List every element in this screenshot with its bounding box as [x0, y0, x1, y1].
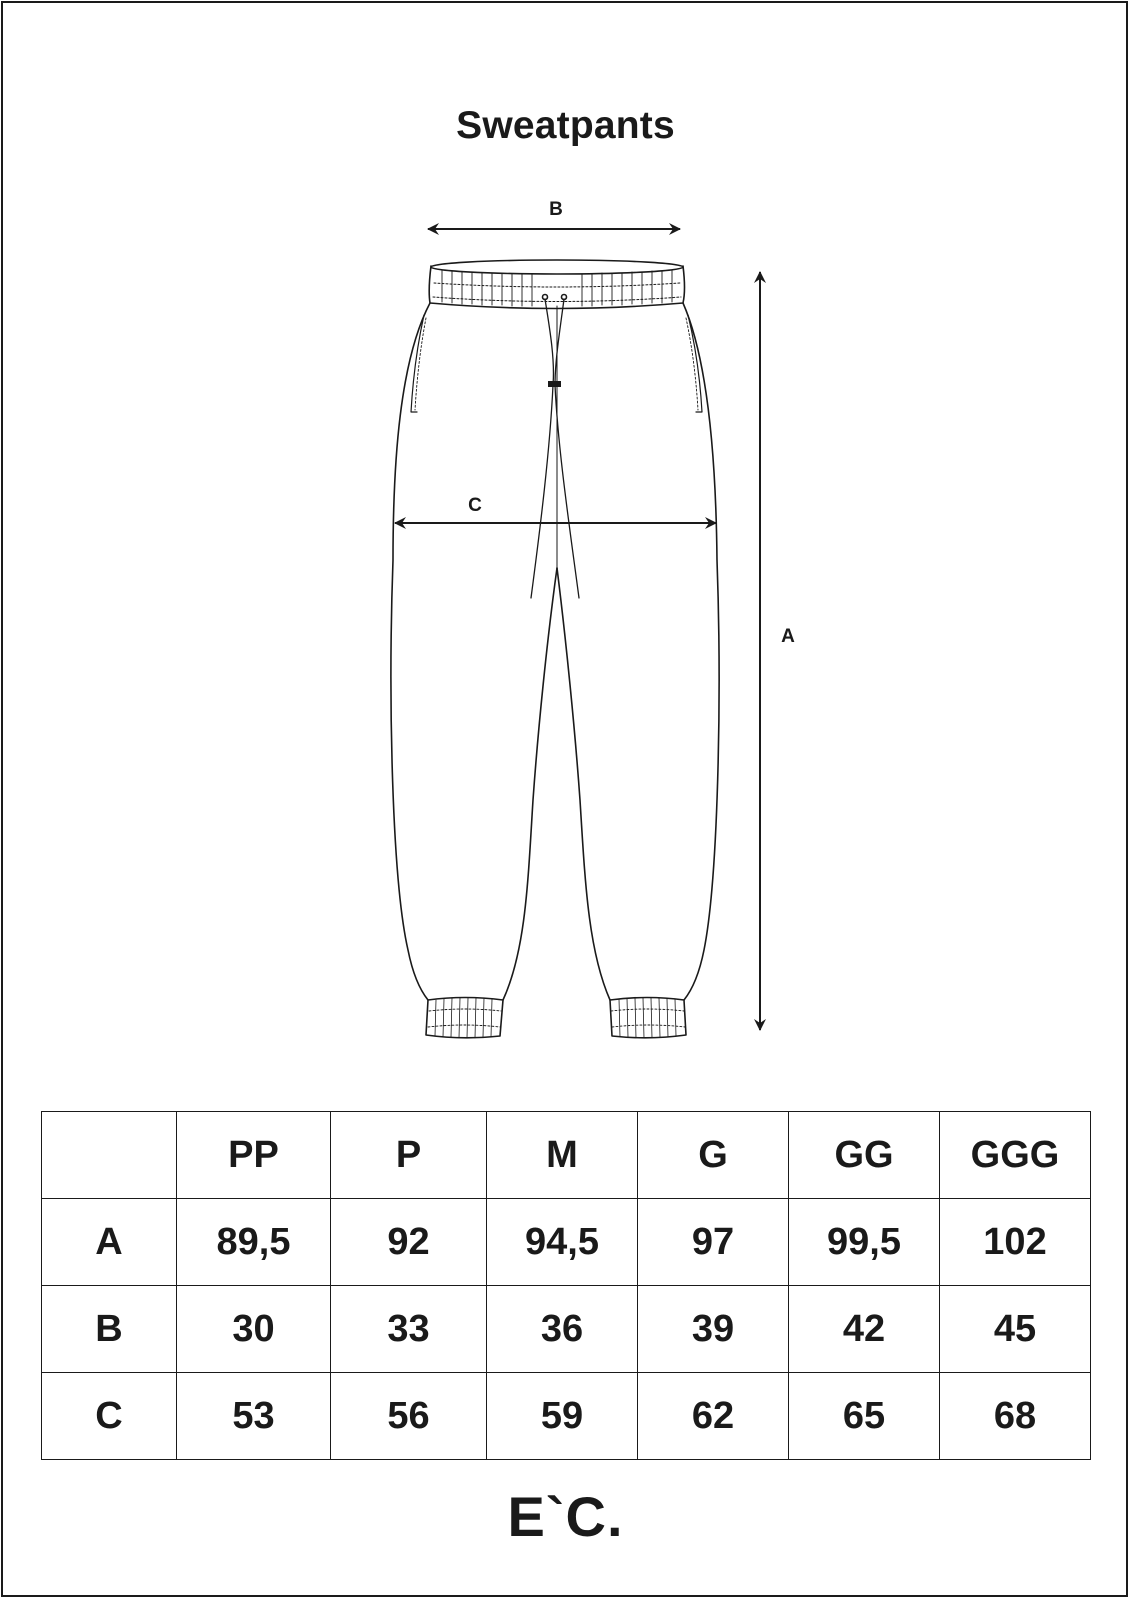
- table-row: [42, 1286, 1091, 1373]
- table-cell: 94,5: [487, 1199, 638, 1286]
- table-cell: 39: [638, 1286, 789, 1373]
- table-header-row: [42, 1112, 1091, 1199]
- table-cell: 53: [177, 1373, 331, 1460]
- table-cell: 42: [789, 1286, 940, 1373]
- dimension-a-label: A: [781, 626, 795, 647]
- row-label: B: [42, 1286, 177, 1373]
- dimension-c-label: C: [468, 495, 482, 516]
- table-row: [42, 1199, 1091, 1286]
- table-cell: 59: [487, 1373, 638, 1460]
- row-label: A: [42, 1199, 177, 1286]
- table-cell: 30: [177, 1286, 331, 1373]
- table-cell: 65: [789, 1373, 940, 1460]
- row-label: C: [42, 1373, 177, 1460]
- table-cell: 33: [331, 1286, 487, 1373]
- size-table: [41, 1111, 1091, 1460]
- table-cell: 45: [940, 1286, 1091, 1373]
- dimension-b-label: B: [549, 199, 563, 220]
- table-cell: 99,5: [789, 1199, 940, 1286]
- dimension-b: [428, 199, 680, 229]
- header-cell-size: PP: [177, 1112, 331, 1199]
- header-cell-size: G: [638, 1112, 789, 1199]
- brand-logo: E`C.: [507, 1485, 624, 1548]
- dimension-a: [760, 272, 795, 1030]
- table-cell: 68: [940, 1373, 1091, 1460]
- dimension-c: [395, 495, 716, 523]
- table-row: [42, 1373, 1091, 1460]
- page-title: Sweatpants: [456, 104, 675, 147]
- table-cell: 92: [331, 1199, 487, 1286]
- table-cell: 89,5: [177, 1199, 331, 1286]
- header-cell-size: GG: [789, 1112, 940, 1199]
- pants-outline: [391, 260, 719, 1038]
- header-cell-empty: [42, 1112, 177, 1199]
- table-cell: 36: [487, 1286, 638, 1373]
- table-cell: 56: [331, 1373, 487, 1460]
- header-cell-size: GGG: [940, 1112, 1091, 1199]
- header-cell-size: P: [331, 1112, 487, 1199]
- header-cell-size: M: [487, 1112, 638, 1199]
- table-cell: 102: [940, 1199, 1091, 1286]
- table-cell: 62: [638, 1373, 789, 1460]
- table-cell: 97: [638, 1199, 789, 1286]
